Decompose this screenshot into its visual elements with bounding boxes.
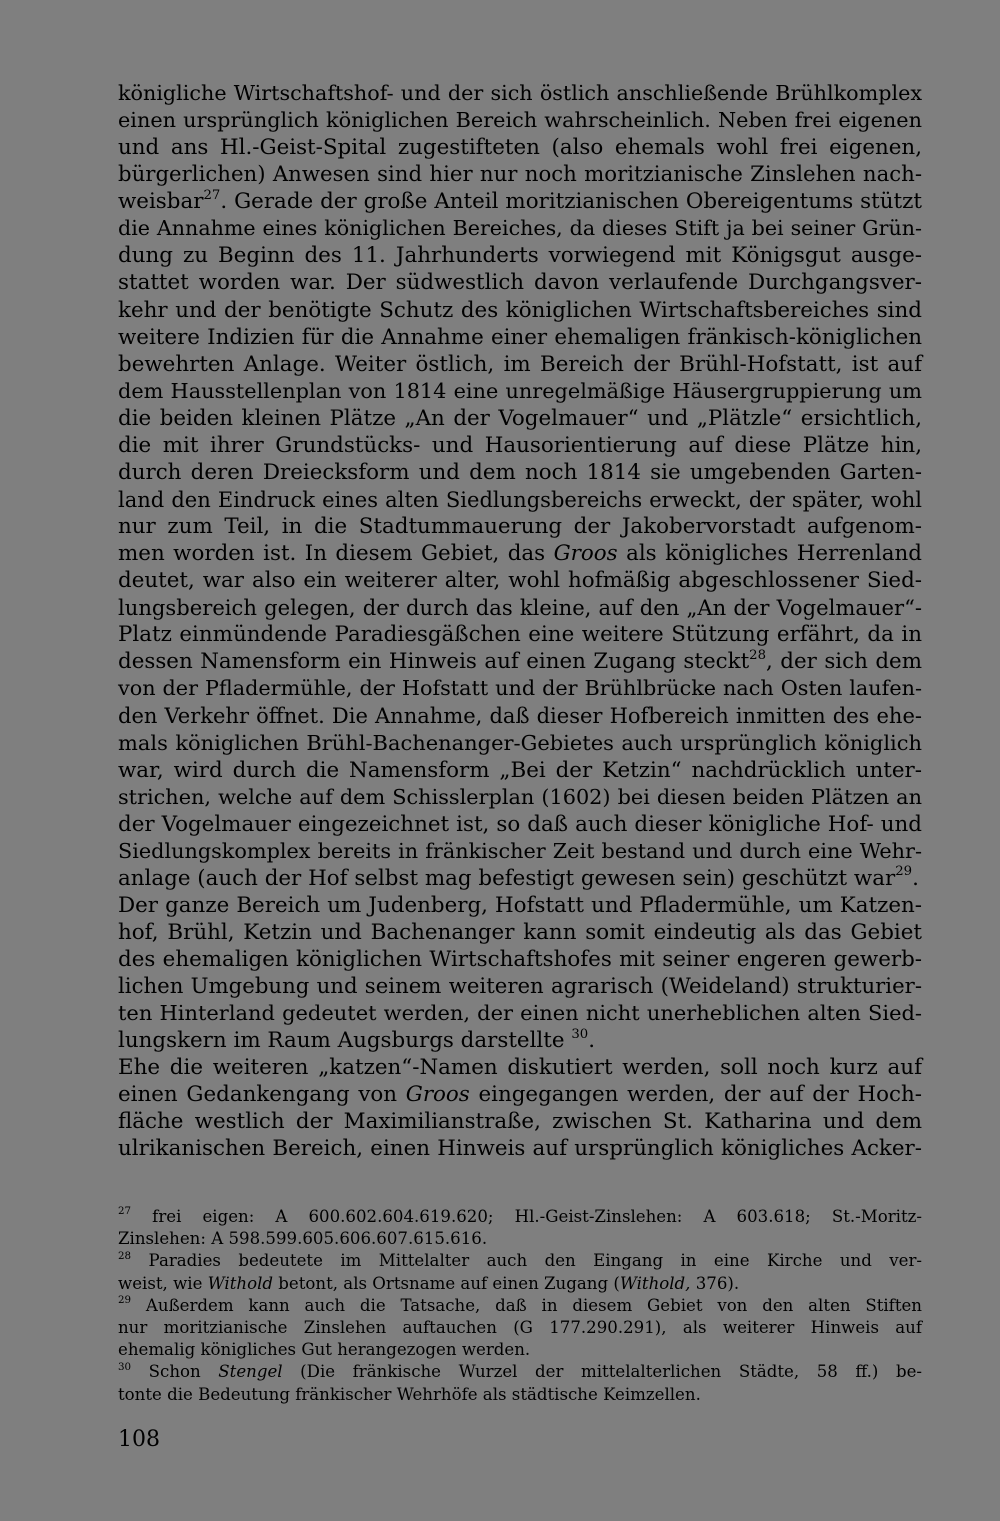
text-segment: war, wird durch die Namensform „Bei der Ketzin“ nachdrücklich unter- bbox=[118, 757, 922, 783]
body-line bbox=[118, 215, 922, 242]
body-line bbox=[118, 730, 922, 757]
body-line bbox=[118, 811, 922, 838]
text-segment: anlage (auch der Hof selbst mag befestigt gewesen sein) geschützt war bbox=[118, 865, 896, 891]
body-line bbox=[118, 405, 922, 432]
text-segment: strichen, welche auf dem Schisslerplan (1602) bei diesen beiden Plätzen an bbox=[118, 784, 922, 809]
body-line bbox=[118, 648, 922, 675]
footnote-marker: 29 bbox=[118, 1294, 132, 1307]
body-line bbox=[118, 675, 922, 702]
footnote-line bbox=[118, 1317, 922, 1339]
body-line bbox=[118, 1054, 922, 1081]
text-segment: dem Hausstellenplan von 1814 eine unregelmäßige Häusergruppierung um bbox=[118, 378, 922, 403]
text-segment: ehemalig königliches Gut herangezogen werden. bbox=[118, 1340, 531, 1360]
text-segment: frei eigen: A 600.602.604.619.620; Hl.-Geist-Zinslehen: A 603.618; St.-Moritz- bbox=[131, 1207, 922, 1226]
footnote-marker: 27 bbox=[118, 1205, 132, 1218]
text-segment: 376). bbox=[690, 1273, 740, 1293]
footnote-line bbox=[118, 1339, 922, 1361]
body-line bbox=[118, 1108, 922, 1135]
text-segment: . bbox=[588, 1028, 596, 1054]
text-segment: eingegangen werden, der auf der Hoch- bbox=[469, 1082, 922, 1108]
text-segment: lichen Umgebung und seinem weiteren agrarisch (Weideland) strukturier- bbox=[118, 974, 922, 1000]
body-line bbox=[118, 973, 922, 1000]
text-segment: nur moritzianische Zinslehen auftauchen (G 177.290.291), als weiterer Hinweis auf bbox=[118, 1317, 922, 1337]
text-segment: ten Hinterland gedeutet werden, der einen nicht unerheblichen alten Sied- bbox=[118, 1001, 922, 1026]
text-segment: die beiden kleinen Plätze „An der Vogelmauer“ und „Plätzle“ ersichtlich, bbox=[118, 405, 922, 431]
text-segment: fläche westlich der Maximilianstraße, zwischen St. Katharina und dem bbox=[118, 1109, 922, 1135]
body-line bbox=[118, 702, 922, 729]
body-line bbox=[118, 378, 922, 405]
body-line bbox=[118, 567, 922, 594]
text-segment: dung zu Beginn des 11. Jahrhunderts vorwiegend mit Königsgut ausge- bbox=[118, 243, 922, 269]
body-line bbox=[118, 540, 922, 567]
body-line bbox=[118, 1081, 922, 1108]
text-segment: weitere Indizien für die Annahme einer ehemaligen fränkisch-königlichen bbox=[118, 324, 922, 350]
text-segment: . bbox=[912, 865, 919, 891]
body-line bbox=[118, 919, 922, 946]
text-segment: kehr und der benötigte Schutz des königlichen Wirtschaftsbereiches sind bbox=[118, 297, 922, 323]
body-line bbox=[118, 432, 922, 459]
body-line bbox=[118, 594, 922, 621]
text-segment: die Annahme eines königlichen Bereiches, da dieses Stift ja bei seiner Grün- bbox=[118, 216, 922, 241]
footnote-line bbox=[118, 1295, 922, 1317]
text-segment: Ehe die weiteren „katzen“-Namen diskutiert werden, soll noch kurz auf bbox=[118, 1055, 922, 1081]
body-line bbox=[118, 188, 922, 215]
text-segment: ulrikanischen Bereich, einen Hinweis auf ursprünglich königliches Acker- bbox=[118, 1136, 922, 1162]
text-segment: dessen Namensform ein Hinweis auf einen Zugang steckt bbox=[118, 649, 750, 675]
text-segment: lungsbereich gelegen, der durch das kleine, auf den „An der Vogelmauer“- bbox=[118, 595, 922, 621]
text-segment: bürgerlichen) Anwesen sind hier nur noch moritzianische Zinslehen nach- bbox=[118, 162, 922, 188]
text-segment: Der ganze Bereich um Judenberg, Hofstatt und Pfladermühle, um Katzen- bbox=[118, 892, 922, 918]
body-line bbox=[118, 946, 922, 973]
text-segment: weist, wie bbox=[118, 1273, 208, 1293]
text-segment: des ehemaligen königlichen Wirtschaftshofes mit seiner engeren gewerb- bbox=[118, 947, 922, 972]
body-line bbox=[118, 838, 922, 865]
body-line bbox=[118, 459, 922, 486]
text-segment: Siedlungskomplex bereits in fränkischer Zeit bestand und durch eine Wehr- bbox=[118, 838, 922, 863]
italic-name: Withold, bbox=[619, 1273, 691, 1293]
text-segment: Außerdem kann auch die Tatsache, daß in diesem Gebiet von den alten Stiften bbox=[131, 1295, 922, 1315]
body-line bbox=[118, 892, 922, 919]
text-segment: durch deren Dreiecksform und dem noch 1814 sie umgebenden Garten- bbox=[118, 459, 922, 485]
text-segment: men worden ist. In diesem Gebiet, das bbox=[118, 541, 554, 567]
footnote-marker: 28 bbox=[749, 647, 767, 663]
text-segment: bewehrten Anlage. Weiter östlich, im Bereich der Brühl-Hofstatt, ist auf bbox=[118, 351, 922, 377]
text-segment: nur zum Teil, in die Stadtummauerung der Jakobervorstadt aufgenom- bbox=[118, 514, 922, 539]
body-line bbox=[118, 784, 922, 811]
footnote-line bbox=[118, 1228, 922, 1250]
text-segment: tonte die Bedeutung fränkischer Wehrhöfe als städtische Keimzellen. bbox=[118, 1384, 701, 1404]
footnotes bbox=[118, 1206, 922, 1406]
text-segment: von der Pfladermühle, der Hofstatt und der Brühlbrücke nach Osten laufen- bbox=[118, 676, 922, 701]
text-segment: die mit ihrer Grundstücks- und Hausorientierung auf diese Plätze hin, bbox=[118, 432, 922, 458]
text-segment: königliche Wirtschaftshof- und der sich östlich anschließende Brühlkomplex bbox=[118, 81, 922, 105]
body-line bbox=[118, 269, 922, 296]
footnote-marker: 30 bbox=[118, 1360, 132, 1373]
body-line bbox=[118, 324, 922, 351]
body-line bbox=[118, 242, 922, 269]
text-segment: als königliches Herrenland bbox=[617, 541, 922, 567]
text-segment: , der sich dem bbox=[766, 649, 922, 675]
text-segment: Paradies bedeutete im Mittelalter auch den Eingang in eine Kirche und ver- bbox=[131, 1251, 922, 1271]
footnote-line bbox=[118, 1273, 922, 1295]
body-line bbox=[118, 107, 922, 134]
text-segment: Zinslehen: A 598.599.605.606.607.615.616. bbox=[118, 1229, 488, 1249]
text-segment: . Gerade der große Anteil moritzianischen Obereigentums stützt bbox=[220, 189, 922, 215]
italic-name: Groos bbox=[405, 1082, 470, 1108]
body-line bbox=[118, 134, 922, 161]
text-segment: land den Eindruck eines alten Siedlungsbereichs erweckt, der später, wohl bbox=[118, 486, 922, 512]
body-line bbox=[118, 621, 922, 648]
footnote-line bbox=[118, 1361, 922, 1383]
body-line bbox=[118, 486, 922, 513]
body-line bbox=[118, 865, 922, 892]
body-line bbox=[118, 80, 922, 107]
text-segment: mals königlichen Brühl-Bachenanger-Gebietes auch ursprünglich königlich bbox=[118, 730, 922, 755]
text-segment: deutet, war also ein weiterer alter, wohl hofmäßig abgeschlossener Sied- bbox=[118, 568, 922, 594]
body-line bbox=[118, 1027, 922, 1054]
text-segment: (Die fränkische Wurzel der mittelalterlichen Städte, 58 ff.) be- bbox=[282, 1362, 923, 1382]
body-line bbox=[118, 161, 922, 188]
text-segment: hof, Brühl, Ketzin und Bachenanger kann somit eindeutig als das Gebiet bbox=[118, 919, 922, 945]
body-line bbox=[118, 351, 922, 378]
footnote-line bbox=[118, 1384, 922, 1406]
text-segment: stattet worden war. Der südwestlich davon verlaufende Durchgangsver- bbox=[118, 270, 922, 296]
body-line bbox=[118, 1000, 922, 1027]
page-number: 108 bbox=[118, 1427, 160, 1452]
body-line bbox=[118, 1135, 922, 1162]
text-segment: und ans Hl.-Geist-Spital zugestifteten (also ehemals wohl frei eigenen, bbox=[118, 135, 922, 161]
body-line bbox=[118, 297, 922, 324]
italic-name: Withold bbox=[207, 1273, 274, 1293]
text-segment: einen ursprünglich königlichen Bereich wahrscheinlich. Neben frei eigenen bbox=[118, 108, 922, 133]
footnote-marker: 27 bbox=[203, 187, 221, 203]
italic-name: Stengel bbox=[218, 1362, 283, 1382]
text-segment: weisbar bbox=[118, 189, 204, 215]
footnote-marker: 29 bbox=[895, 864, 913, 880]
footnote-line bbox=[118, 1206, 922, 1228]
text-segment: der Vogelmauer eingezeichnet ist, so daß auch dieser königliche Hof- und bbox=[118, 811, 922, 837]
body-text bbox=[118, 80, 922, 1163]
text-segment: den Verkehr öffnet. Die Annahme, daß dieser Hofbereich inmitten des ehe- bbox=[118, 703, 922, 729]
footnote-marker: 28 bbox=[118, 1249, 132, 1262]
text-segment: betont, als Ortsname auf einen Zugang ( bbox=[273, 1273, 620, 1293]
text-segment: Platz einmündende Paradiesgäßchen eine weitere Stützung erfährt, da in bbox=[118, 622, 922, 648]
footnote-line bbox=[118, 1250, 922, 1272]
text-segment: Schon bbox=[131, 1362, 219, 1382]
text-segment: lungskern im Raum Augsburgs darstellte bbox=[118, 1028, 572, 1054]
italic-name: Groos bbox=[553, 541, 618, 567]
footnote-marker: 30 bbox=[571, 1026, 589, 1042]
body-line bbox=[118, 757, 922, 784]
text-segment: einen Gedankengang von bbox=[118, 1082, 406, 1108]
body-line bbox=[118, 513, 922, 540]
